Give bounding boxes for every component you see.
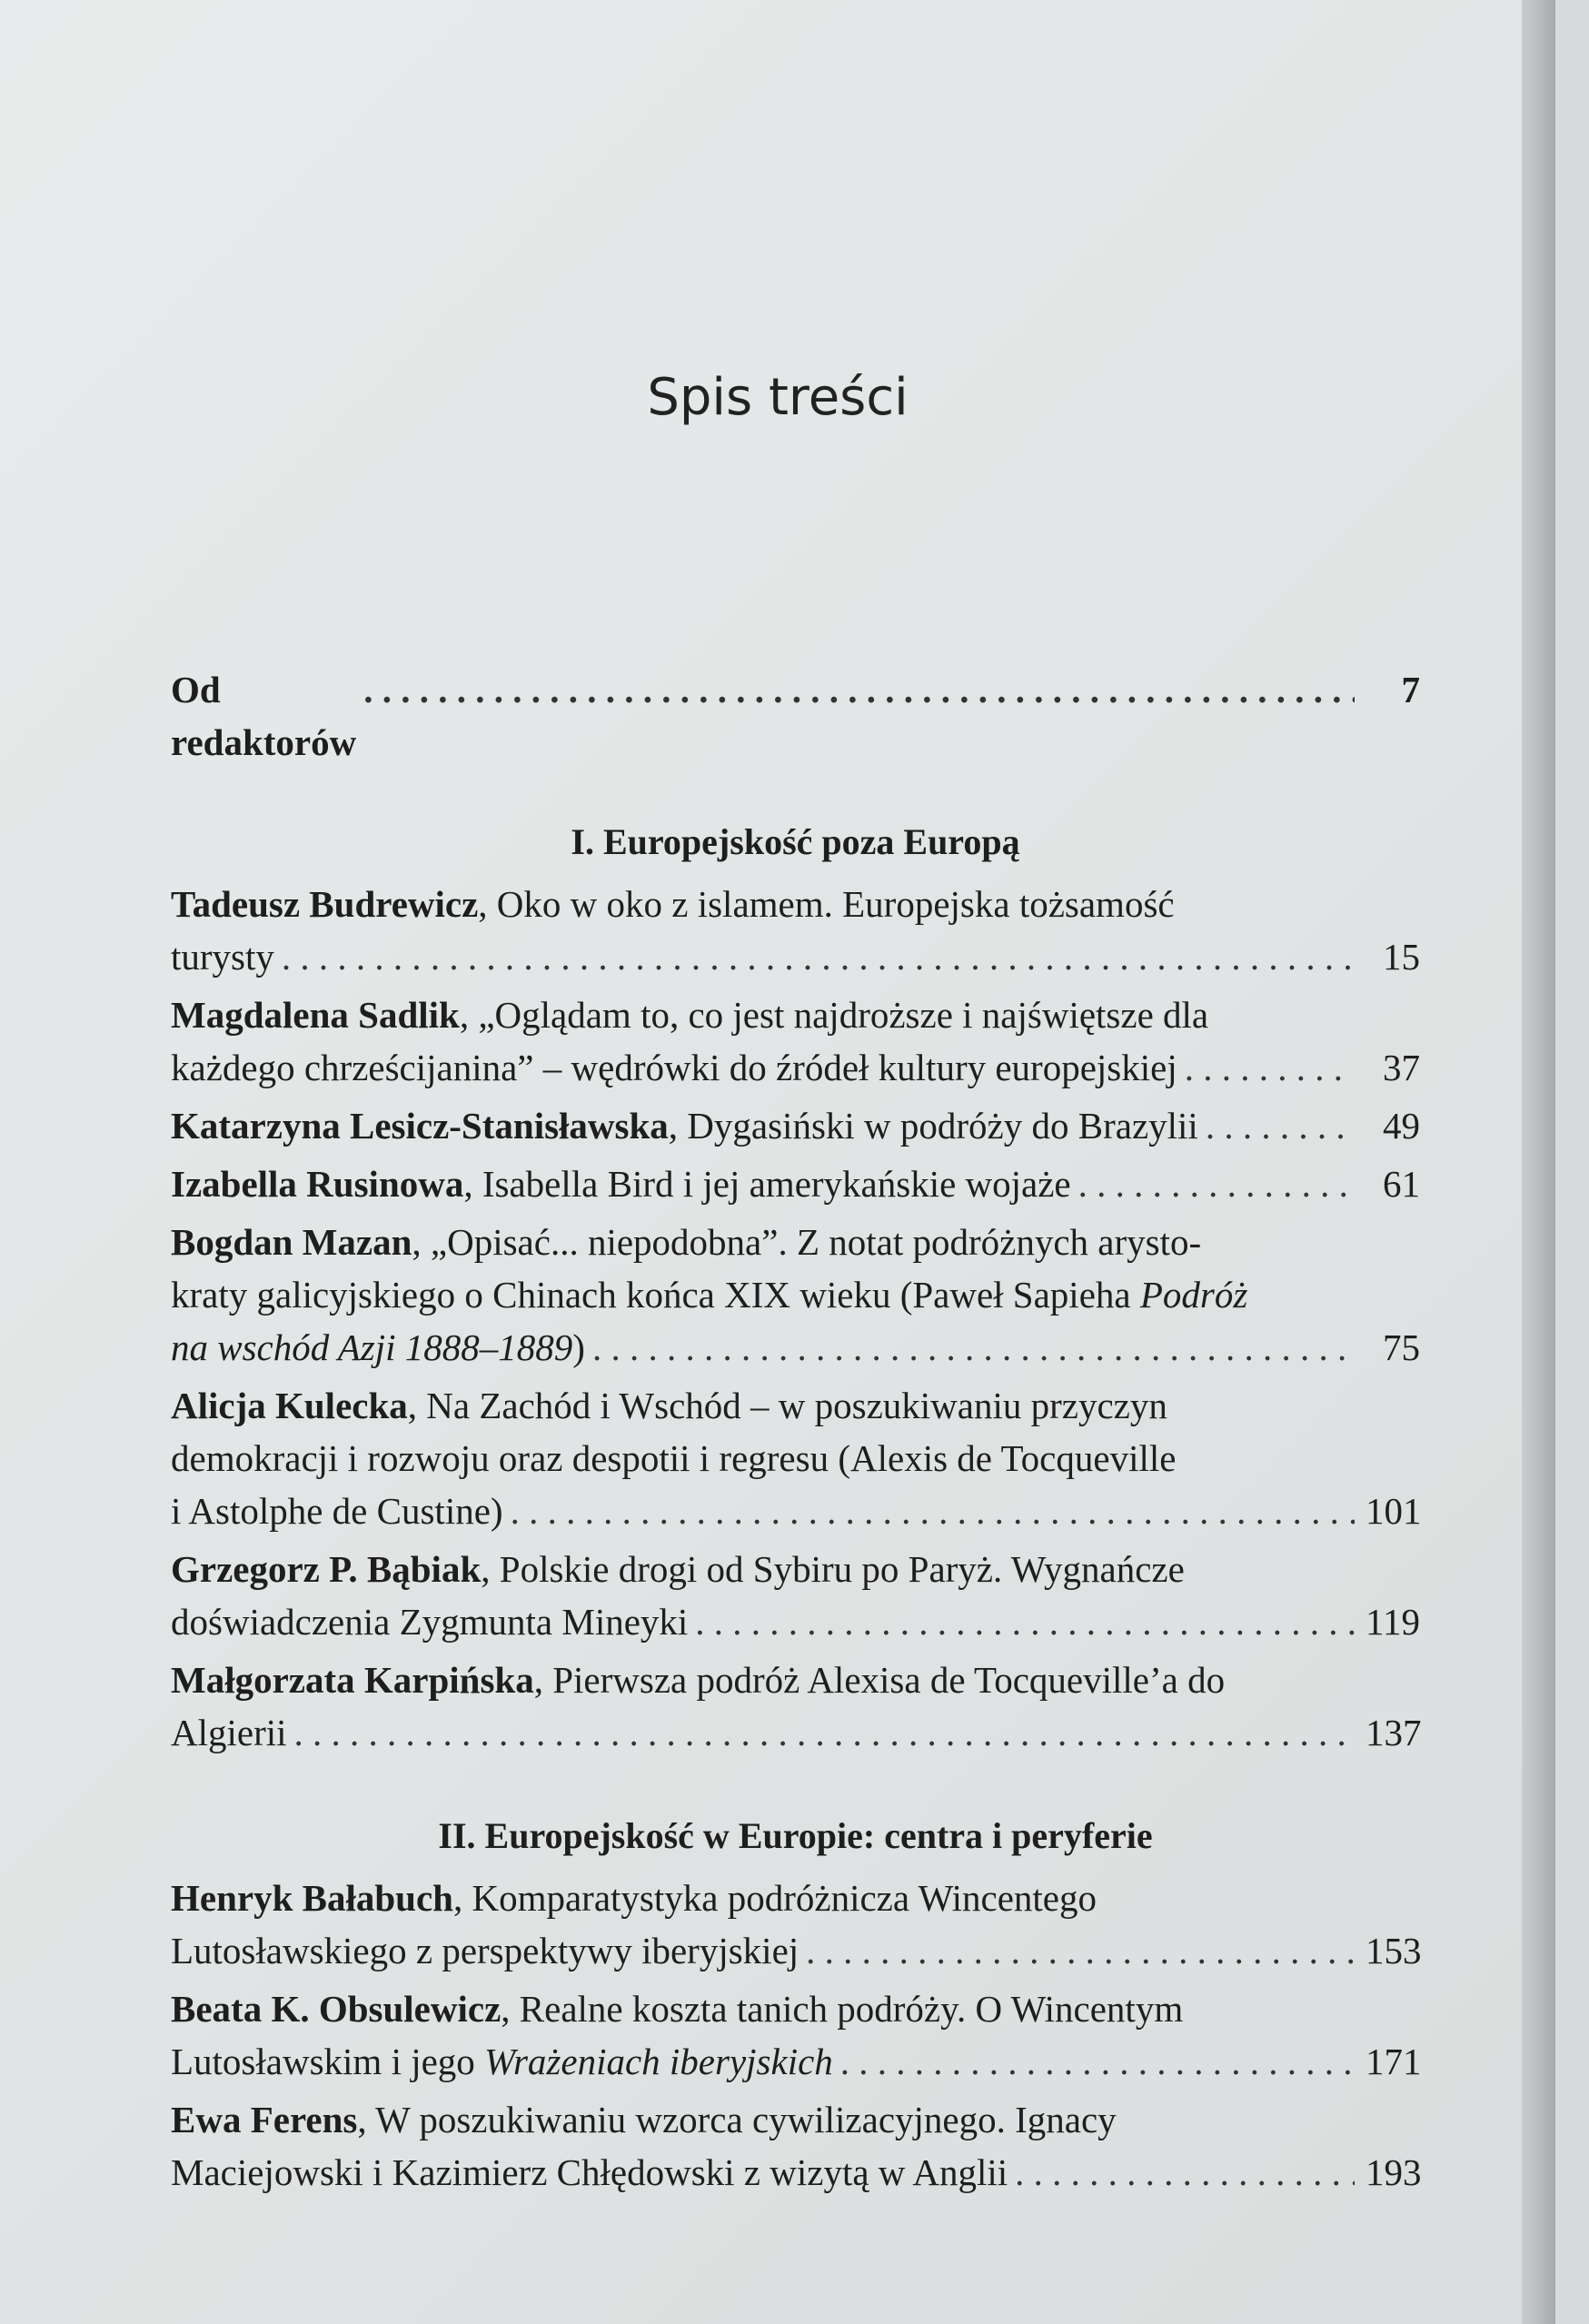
page-edge <box>1522 0 1555 2324</box>
entry-title-cont: ) <box>572 1326 585 1368</box>
entry-title: , W poszukiwaniu wzorca cywilizacyjnego. Ignacy <box>357 2099 1117 2140</box>
toc-entry <box>171 878 1420 983</box>
page-number: 37 <box>1383 1047 1420 1088</box>
entry-title: , Komparatystyka podróżnicza Wincentego <box>452 1877 1097 1919</box>
entry-title: , Na Zachód i Wschód – w poszukiwaniu przyczyn <box>407 1385 1167 1426</box>
entry-title-italic: Podróż <box>1139 1274 1248 1316</box>
page-number: 171 <box>1366 2041 1422 2082</box>
page-number: 119 <box>1366 1601 1420 1643</box>
entry-title: , „Oglądam to, co jest najdroższe i najświętsze dla <box>459 994 1209 1036</box>
dot-leader <box>1078 1157 1355 1210</box>
page-number: 153 <box>1366 1930 1422 1971</box>
dot-leader <box>294 1706 1355 1759</box>
author-name: Ewa Ferens <box>171 2099 358 2140</box>
toc-entry <box>171 988 1420 1094</box>
entry-title-cont: kraty galicyjskiego o Chinach końca XIX wieku (Paweł Sapieha <box>171 1274 1140 1316</box>
toc-entry <box>171 1379 1420 1537</box>
toc-entry <box>171 1099 1420 1152</box>
entry-title: , Dygasiński w podróży do Brazylii <box>668 1105 1198 1147</box>
author-name: Alicja Kulecka <box>171 1385 408 1426</box>
page-number: 15 <box>1383 936 1420 978</box>
dot-leader <box>840 2035 1355 2088</box>
dot-leader <box>1015 2146 1355 2199</box>
toc-entry-intro <box>171 663 1420 769</box>
toc-entry <box>171 1157 1420 1210</box>
entry-title-italic: na wschód Azji 1888–1889 <box>171 1326 573 1368</box>
entry-title: , „Opisać... niepodobna”. Z notat podróżnych arysto- <box>412 1221 1202 1263</box>
dot-leader <box>363 663 1355 716</box>
page-number: 7 <box>1401 669 1420 710</box>
entry-title-cont: Maciejowski i Kazimierz Chłędowski z wizytą w Anglii <box>171 2151 1008 2193</box>
dot-leader <box>695 1595 1355 1648</box>
dot-leader <box>1206 1099 1355 1152</box>
toc-entry-label: Od redaktorów <box>171 669 357 763</box>
author-name: Beata K. Obsulewicz <box>171 1988 502 2030</box>
page-number: 61 <box>1383 1163 1420 1205</box>
toc-entry <box>171 1654 1420 1759</box>
author-name: Bogdan Mazan <box>171 1221 412 1263</box>
author-name: Małgorzata Karpińska <box>171 1659 534 1701</box>
entry-title: , Oko w oko z islamem. Europejska tożsamość <box>478 883 1175 925</box>
entry-title-cont: turysty <box>171 936 274 978</box>
table-of-contents <box>171 663 1420 2204</box>
toc-entry <box>171 1982 1420 2088</box>
dot-leader <box>511 1485 1355 1537</box>
author-name: Grzegorz P. Bąbiak <box>171 1548 482 1590</box>
toc-entry <box>171 2093 1420 2199</box>
entry-title: , Pierwsza podróż Alexisa de Tocqueville’a do <box>533 1659 1226 1701</box>
dot-leader <box>592 1321 1355 1374</box>
entry-title: , Isabella Bird i jej amerykańskie wojaże <box>463 1163 1071 1205</box>
entry-title-cont: Algierii <box>171 1712 287 1753</box>
entry-title: , Polskie drogi od Sybiru po Paryż. Wygnańcze <box>481 1548 1185 1590</box>
page-number: 137 <box>1366 1712 1422 1753</box>
entry-title-cont: demokracji i rozwoju oraz despotii i regresu (Alexis de Tocqueville <box>171 1437 1177 1479</box>
toc-entry <box>171 1216 1420 1374</box>
page-title: Spis treści <box>647 368 909 427</box>
entry-title-italic: Wrażeniach iberyjskich <box>484 2041 833 2082</box>
dot-leader <box>806 1924 1355 1977</box>
entry-title-cont: doświadczenia Zygmunta Mineyki <box>171 1601 689 1643</box>
entry-title-cont: Lutosławskim i jego <box>171 2041 485 2082</box>
page-number: 101 <box>1366 1490 1422 1532</box>
author-name: Tadeusz Budrewicz <box>171 883 479 925</box>
author-name: Henryk Bałabuch <box>171 1877 453 1919</box>
toc-entry <box>171 1543 1420 1648</box>
author-name: Katarzyna Lesicz-Stanisławska <box>171 1105 669 1147</box>
entry-title: , Realne koszta tanich podróży. O Wincentym <box>501 1988 1184 2030</box>
dot-leader <box>1185 1041 1355 1094</box>
page-number: 193 <box>1366 2151 1422 2193</box>
page-number: 49 <box>1383 1105 1420 1147</box>
author-name: Izabella Rusinowa <box>171 1163 464 1205</box>
entry-title-cont: Lutosławskiego z perspektywy iberyjskiej <box>171 1930 799 1971</box>
entry-title-cont: każdego chrześcijanina” – wędrówki do źródeł kultury europejskiej <box>171 1047 1177 1088</box>
toc-entry <box>171 1872 1420 1977</box>
entry-title-cont: i Astolphe de Custine) <box>171 1490 503 1532</box>
page-number: 75 <box>1383 1326 1420 1368</box>
dot-leader <box>282 930 1355 983</box>
section-heading: I. Europejskość poza Europą <box>571 821 1020 862</box>
author-name: Magdalena Sadlik <box>171 994 460 1036</box>
section-heading: II. Europejskość w Europie: centra i peryferie <box>438 1815 1153 1856</box>
